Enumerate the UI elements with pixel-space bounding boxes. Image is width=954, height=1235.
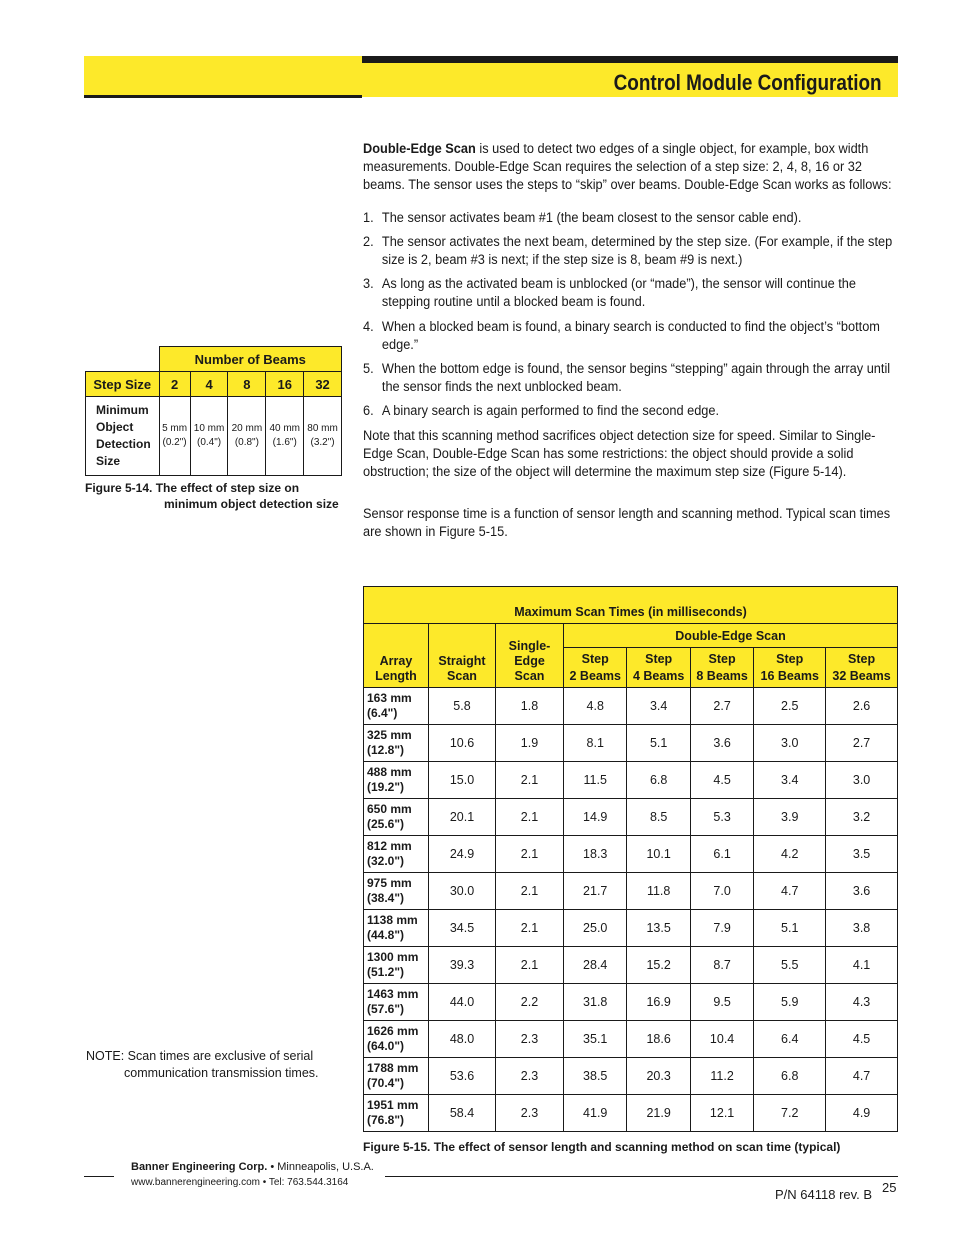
list-text: When the bottom edge is found, the sensor begins “stepping” again through the array until the sensor finds the next unblocked beam. [381,361,891,396]
steps-list [363,209,897,421]
scan-time-cell: 4.8 [564,688,627,725]
scan-time-cell: 2.3 [496,1095,564,1132]
scan-time-cell: 39.3 [429,947,496,984]
scan-time-cell: 4.1 [826,947,898,984]
length-inch: (57.6") [367,1002,405,1016]
scan-time-cell: 38.5 [564,1058,627,1095]
array-length-cell [364,873,429,910]
table-row [364,799,898,836]
scan-time-cell: 25.0 [564,910,627,947]
scan-time-cell: 10.4 [690,1021,753,1058]
step-header [690,648,753,688]
scan-time-cell: 4.5 [690,762,753,799]
scan-time-cell: 2.5 [754,688,826,725]
header-line: 8 Beams [696,668,748,683]
row-label-line: Object [96,420,134,434]
scan-time-cell: 2.7 [690,688,753,725]
table-row [364,1021,898,1058]
scan-time-cell: 1.8 [496,688,564,725]
header-line: 2 Beams [569,668,621,683]
part-number: P/N 64118 rev. B [775,1187,873,1202]
scan-times-table [363,586,898,1132]
length-mm: 1138 mm [367,913,418,927]
size-cell [228,397,266,476]
length-mm: 1951 mm [367,1098,419,1112]
size-mm: 40 mm [269,423,300,434]
scan-time-cell: 3.0 [754,725,826,762]
scan-time-cell: 3.4 [754,762,826,799]
size-mm: 10 mm [193,423,225,434]
table-row [364,1058,898,1095]
scan-time-cell: 18.6 [627,1021,690,1058]
table-row [364,947,898,984]
figure-5-15-caption: Figure 5-15. The effect of sensor length and scanning method on scan time (typical) [363,1140,841,1154]
array-length-cell [364,725,429,762]
beam-header: 4 [190,372,228,397]
list-number: 3. [363,276,374,293]
length-mm: 1463 mm [367,987,419,1001]
scan-time-cell: 2.1 [496,910,564,947]
scan-time-cell: 13.5 [627,910,690,947]
length-mm: 163 mm [367,691,412,705]
scan-time-cell: 4.2 [754,836,826,873]
table-row [364,725,898,762]
scan-time-cell: 4.3 [826,984,898,1021]
step-header [564,648,627,688]
header-line: 4 Beams [632,668,685,683]
scan-time-cell: 2.3 [496,1058,564,1095]
header-line: Step [848,651,876,666]
length-mm: 1626 mm [367,1024,419,1038]
list-item [363,233,897,269]
scan-time-cell: 9.5 [690,984,753,1021]
scan-time-cell: 2.1 [496,836,564,873]
length-inch: (6.4") [367,706,398,720]
scan-time-cell: 1.9 [496,725,564,762]
scan-time-cell: 41.9 [564,1095,627,1132]
scan-time-cell: 6.8 [627,762,690,799]
scan-time-cell: 8.7 [690,947,753,984]
header-line: Step [708,651,736,666]
scan-time-cell: 2.6 [826,688,898,725]
array-length-cell [364,762,429,799]
array-length-cell [364,910,429,947]
scan-time-cell: 6.4 [754,1021,826,1058]
row-label-line: Detection [96,437,151,451]
length-inch: (12.8") [367,743,405,757]
table-row [364,873,898,910]
scan-times-title: Maximum Scan Times (in milliseconds) [364,587,898,624]
table-row [364,836,898,873]
list-item [363,275,897,311]
scan-time-cell: 7.9 [690,910,753,947]
length-mm: 650 mm [367,802,412,816]
list-text: As long as the activated beam is unblocked (or “made”), the sensor will continue the stepping routine until a blocked beam is found. [381,276,857,311]
scan-time-cell: 11.2 [690,1058,753,1095]
size-cell [304,397,342,476]
list-item [363,360,897,396]
scan-time-cell: 30.0 [429,873,496,910]
length-mm: 1300 mm [367,950,419,964]
scan-time-cell: 53.6 [429,1058,496,1095]
scan-time-cell: 7.2 [754,1095,826,1132]
single-edge-header [496,624,564,688]
list-item [363,209,897,227]
figure-5-14-caption [85,480,339,512]
scan-time-cell: 28.4 [564,947,627,984]
scan-time-cell: 3.9 [754,799,826,836]
length-inch: (32.0") [367,854,405,868]
length-inch: (25.6") [367,817,405,831]
header-line: 32 Beams [832,668,891,683]
intro-text: is used to detect two edges of a single object, for example, box width measurements. Double-Edge Scan requires the selection of a step size: 2, 4, 8, 16 or 32 beams. The sensor uses the steps to “skip” over beams. Double-Edge Scan works as follows: [363,141,892,194]
header-line: Step [581,651,609,666]
size-inch: (0.2") [162,437,187,448]
scan-time-cell: 5.8 [429,688,496,725]
scan-time-cell: 35.1 [564,1021,627,1058]
header-line: Step [645,651,673,666]
list-text: The sensor activates the next beam, determined by the step size. (For example, if the step size is 2, beam #3 is next; if the step size is 8, beam #9 is next.) [381,233,893,269]
length-mm: 1788 mm [367,1061,419,1075]
size-cell [159,397,190,476]
company-name: Banner Engineering Corp. [131,1161,268,1173]
array-length-cell [364,984,429,1021]
header-line: Scan [447,669,477,683]
scan-time-cell: 3.2 [826,799,898,836]
scan-time-cell: 18.3 [564,836,627,873]
scan-time-cell: 11.8 [627,873,690,910]
body-text [363,140,897,556]
scan-time-cell: 15.2 [627,947,690,984]
header-rule-bottom [84,95,362,98]
scan-time-cell: 2.7 [826,725,898,762]
length-mm: 325 mm [367,728,412,742]
intro-term: Double-Edge Scan [363,141,476,157]
scan-time-cell: 5.5 [754,947,826,984]
scan-rows [364,688,898,1132]
scan-time-cell: 2.1 [496,762,564,799]
restrictions-paragraph: Note that this scanning method sacrifices object detection size for speed. Similar to Single-Edge Scan, Double-Edge Scan has some restrictions: the object should provide a solid obstruction; the size of the object will determine the maximum step size (Figure 5-14). [363,427,876,481]
scan-time-cell: 12.1 [690,1095,753,1132]
scan-time-cell: 3.0 [826,762,898,799]
scan-time-cell: 4.5 [826,1021,898,1058]
scan-time-cell: 44.0 [429,984,496,1021]
header-line: Straight [438,654,486,668]
footer-rule-left [84,1176,114,1177]
scan-time-cell: 58.4 [429,1095,496,1132]
scan-time-cell: 7.0 [690,873,753,910]
scan-time-cell: 8.1 [564,725,627,762]
size-inch: (1.6") [272,437,297,448]
table-corner [86,347,160,372]
scan-time-cell: 3.4 [627,688,690,725]
length-inch: (44.8") [367,928,405,942]
array-length-cell [364,1021,429,1058]
length-inch: (19.2") [367,780,405,794]
step-header [826,648,898,688]
header-line: 16 Beams [760,668,819,683]
step-size-header: Step Size [86,372,160,397]
beam-header: 8 [228,372,266,397]
header-line: Edge [514,654,545,668]
list-item [363,318,897,354]
scan-time-cell: 10.6 [429,725,496,762]
length-inch: (38.4") [367,891,405,905]
scan-time-cell: 6.1 [690,836,753,873]
scan-time-cell: 21.9 [627,1095,690,1132]
table-row [364,762,898,799]
list-text: The sensor activates beam #1 (the beam closest to the sensor cable end). [381,209,802,226]
row-label-line: Minimum [96,403,149,417]
header-line: Scan [514,669,545,683]
scan-time-cell: 2.1 [496,799,564,836]
array-length-header [364,624,429,688]
page-number: 25 [882,1180,897,1195]
response-paragraph: Sensor response time is a function of sensor length and scanning method. Typical scan times are shown in Figure 5-15. [363,506,891,541]
scan-time-cell: 20.3 [627,1058,690,1095]
scan-time-cell: 14.9 [564,799,627,836]
list-number: 4. [363,318,374,335]
footer-website: www.bannerengineering.com • Tel: 763.544.3164 [131,1177,349,1188]
array-length-cell [364,688,429,725]
size-cell [190,397,228,476]
list-text: A binary search is again performed to find the second edge. [381,403,720,420]
length-inch: (70.4") [367,1076,405,1090]
header-line: Array [379,654,413,668]
list-text: When a blocked beam is found, a binary search is conducted to find the object’s “bottom edge.” [381,318,880,353]
scan-time-cell: 24.9 [429,836,496,873]
list-item [363,402,897,420]
scan-note [86,1048,319,1082]
scan-time-cell: 10.1 [627,836,690,873]
note-line: communication transmission times. [124,1066,319,1080]
table-row [364,688,898,725]
scan-time-cell: 11.5 [564,762,627,799]
scan-time-cell: 4.9 [826,1095,898,1132]
size-inch: (0.4") [197,437,222,448]
scan-time-cell: 3.6 [826,873,898,910]
scan-time-cell: 20.1 [429,799,496,836]
intro-paragraph [363,140,897,195]
footer-rule-right [385,1176,898,1177]
double-edge-header: Double-Edge Scan [564,624,898,648]
table-row [364,984,898,1021]
size-inch: (3.2") [310,437,335,448]
scan-time-cell: 2.2 [496,984,564,1021]
scan-time-cell: 5.3 [690,799,753,836]
scan-time-cell: 2.3 [496,1021,564,1058]
size-mm: 5 mm [162,423,188,434]
scan-time-cell: 3.6 [690,725,753,762]
scan-time-cell: 31.8 [564,984,627,1021]
length-mm: 488 mm [367,765,412,779]
scan-time-cell: 3.8 [826,910,898,947]
table-row [364,910,898,947]
company-location: • Minneapolis, U.S.A. [267,1161,374,1173]
array-length-cell [364,799,429,836]
scan-time-cell: 8.5 [627,799,690,836]
array-length-cell [364,947,429,984]
scan-time-cell: 3.5 [826,836,898,873]
note-line: NOTE: Scan times are exclusive of serial [86,1049,314,1063]
size-mm: 80 mm [307,423,338,434]
scan-time-cell: 5.9 [754,984,826,1021]
list-number: 1. [363,209,374,226]
length-inch: (51.2") [367,965,405,979]
length-mm: 812 mm [367,839,412,853]
array-length-cell [364,1095,429,1132]
step-size-table [85,346,342,476]
scan-time-cell: 16.9 [627,984,690,1021]
list-number: 5. [363,361,374,378]
size-inch: (0.8") [234,437,259,448]
header-line: Single- [508,639,551,653]
beam-header: 32 [304,372,342,397]
length-inch: (76.8") [367,1113,405,1127]
scan-time-cell: 6.8 [754,1058,826,1095]
length-inch: (64.0") [367,1039,405,1053]
row-label-line: Size [96,454,121,468]
table-row [364,1095,898,1132]
scan-time-cell: 4.7 [826,1058,898,1095]
scan-time-cell: 4.7 [754,873,826,910]
scan-time-cell: 34.5 [429,910,496,947]
scan-time-cell: 21.7 [564,873,627,910]
header-line: Step [776,651,804,666]
scan-time-cell: 5.1 [754,910,826,947]
step-header [627,648,690,688]
list-number: 6. [363,403,374,420]
row-label [86,397,160,476]
scan-time-cell: 2.1 [496,947,564,984]
caption-line: minimum object detection size [164,497,339,511]
scan-time-cell: 2.1 [496,873,564,910]
size-mm: 20 mm [231,423,263,434]
straight-scan-header [429,624,496,688]
page-title: Control Module Configuration [614,70,882,95]
number-of-beams-header: Number of Beams [159,347,342,372]
size-cell [266,397,304,476]
step-header [754,648,826,688]
scan-time-cell: 5.1 [627,725,690,762]
beam-header: 16 [266,372,304,397]
scan-time-cell: 15.0 [429,762,496,799]
caption-line: Figure 5-14. The effect of step size on [85,481,300,495]
footer-company [131,1161,374,1173]
header-rule-top [362,56,898,63]
length-mm: 975 mm [367,876,412,890]
list-number: 2. [363,233,374,250]
array-length-cell [364,836,429,873]
scan-time-cell: 48.0 [429,1021,496,1058]
header-line: Length [375,669,417,683]
beam-header: 2 [159,372,190,397]
array-length-cell [364,1058,429,1095]
